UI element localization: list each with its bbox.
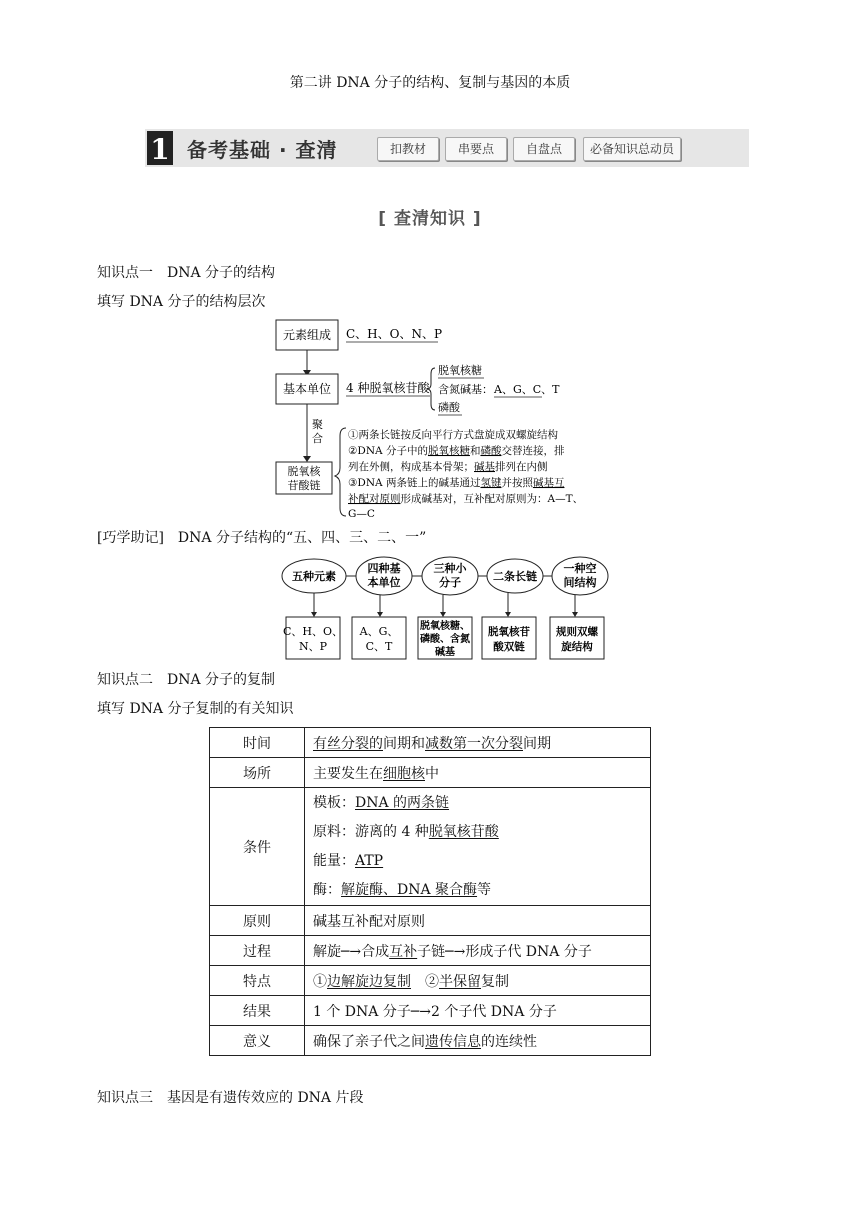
svg-text:合: 合 <box>312 432 323 445</box>
oval-five-elements <box>282 559 346 593</box>
svg-text:磷酸、含氮: 磷酸、含氮 <box>420 634 470 645</box>
svg-text:脱氧核苷: 脱氧核苷 <box>488 626 530 638</box>
svg-text:补配对原则形成碱基对，互补配对原则为：A—T、: 补配对原则形成碱基对，互补配对原则为：A—T、 <box>348 493 584 505</box>
svg-text:1: 1 <box>150 133 170 166</box>
svg-text:酸双链: 酸双链 <box>493 641 525 653</box>
replication-table <box>209 727 651 1056</box>
kp2-title: 知识点二 DNA 分子的复制 <box>97 672 276 688</box>
svg-text:一种空: 一种空 <box>563 562 597 575</box>
svg-text:脱氧核糖、: 脱氧核糖、 <box>420 621 470 632</box>
kp1-subtitle: 填写 DNA 分子的结构层次 <box>97 294 266 310</box>
box-elements <box>283 617 343 659</box>
table-row: 场所 主要发生在细胞核中 <box>210 758 651 788</box>
box-double-helix <box>550 617 604 659</box>
svg-text:②DNA 分子中的脱氧核糖和磷酸交替连接，排: ②DNA 分子中的脱氧核糖和磷酸交替连接，排 <box>348 445 565 457</box>
section-banner <box>145 129 749 167</box>
svg-text:二条长链: 二条长链 <box>493 570 537 583</box>
svg-text:③DNA 两条链上的碱基通过氢键并按照碱基互: ③DNA 两条链上的碱基通过氢键并按照碱基互 <box>348 477 565 489</box>
dna-structure-diagram <box>270 316 610 522</box>
svg-text:脱氧核: 脱氧核 <box>287 465 321 478</box>
mnemonic-label: [巧学助记] DNA 分子结构的“五、四、三、二、一” <box>97 530 427 546</box>
box-bases <box>352 617 406 659</box>
box-double-chain <box>482 617 536 659</box>
svg-text:含氮碱基：: 含氮碱基： <box>438 383 493 396</box>
box-small-molecules <box>418 617 472 659</box>
btn-kou-jiaocai[interactable]: 扣教材 <box>377 137 439 161</box>
svg-text:列在外侧，构成基本骨架；碱基排列在内侧: 列在外侧，构成基本骨架；碱基排列在内侧 <box>348 461 548 473</box>
svg-text:A、G、: A、G、 <box>359 625 399 638</box>
svg-text:脱氧核糖: 脱氧核糖 <box>438 364 482 377</box>
banner-title: 备考基础 · 查清 <box>187 138 338 162</box>
table-row: 条件 模板：DNA 的两条链 原料：游离的 4 种脱氧核苷酸 能量：ATP 酶：解旋酶、DNA 聚合酶等 <box>210 788 651 906</box>
table-row: 时间 有丝分裂的间期和减数第一次分裂间期 <box>210 728 651 758</box>
svg-text:旋结构: 旋结构 <box>561 641 593 653</box>
svg-text:苷酸链: 苷酸链 <box>287 479 321 492</box>
svg-text:四种基: 四种基 <box>367 562 401 575</box>
svg-text:碱基: 碱基 <box>435 647 455 658</box>
svg-text:G—C: G—C <box>348 508 375 520</box>
table-row: 原则 碱基互补配对原则 <box>210 906 651 936</box>
btn-bibei-zhishi[interactable]: 必备知识总动员 <box>583 137 681 161</box>
kp2-subtitle: 填写 DNA 分子复制的有关知识 <box>97 701 294 717</box>
oval-four-units <box>356 557 412 595</box>
section-number-badge <box>147 129 179 167</box>
svg-text:五种元素: 五种元素 <box>292 570 336 583</box>
svg-text:聚: 聚 <box>312 418 323 431</box>
mnemonic-diagram <box>280 556 616 664</box>
btn-zi-pandian[interactable]: 自盘点 <box>513 137 575 161</box>
kp3-title: 知识点三 基因是有遗传效应的 DNA 片段 <box>97 1090 364 1106</box>
table-row: 特点 ①边解旋边复制 ②半保留复制 <box>210 966 651 996</box>
oval-one-structure <box>552 557 608 595</box>
btn-chuan-yaodian[interactable]: 串要点 <box>445 137 507 161</box>
oval-two-chains <box>487 559 543 593</box>
svg-text:基本单位: 基本单位 <box>282 382 332 396</box>
svg-text:N、P: N、P <box>298 640 328 653</box>
svg-text:①两条长链按反向平行方式盘旋成双螺旋结构: ①两条长链按反向平行方式盘旋成双螺旋结构 <box>348 429 558 441</box>
table-row: 意义 确保了亲子代之间遗传信息的连续性 <box>210 1026 651 1056</box>
table-row: 结果 1 个 DNA 分子─→2 个子代 DNA 分子 <box>210 996 651 1026</box>
svg-text:本单位: 本单位 <box>367 576 401 589</box>
svg-text:C、T: C、T <box>365 640 393 653</box>
svg-text:间结构: 间结构 <box>563 576 597 589</box>
svg-text:三种小: 三种小 <box>433 562 467 575</box>
oval-three-molecules <box>422 557 478 595</box>
svg-text:磷酸: 磷酸 <box>438 401 460 414</box>
section-heading: [ 查清知识 ] <box>378 209 482 229</box>
table-row: 过程 解旋─→合成互补子链─→形成子代 DNA 分子 <box>210 936 651 966</box>
svg-text:4 种脱氧核苷酸: 4 种脱氧核苷酸 <box>346 381 430 395</box>
page-title: 第二讲 DNA 分子的结构、复制与基因的本质 <box>289 75 571 91</box>
svg-text:元素组成: 元素组成 <box>282 328 332 342</box>
svg-text:A、G、C、T: A、G、C、T <box>494 383 560 396</box>
svg-text:C、H、O、N、P: C、H、O、N、P <box>346 327 443 341</box>
svg-text:规则双螺: 规则双螺 <box>556 626 598 638</box>
kp1-title: 知识点一 DNA 分子的结构 <box>97 265 276 281</box>
svg-text:分子: 分子 <box>439 576 461 589</box>
svg-text:C、H、O、: C、H、O、 <box>282 625 344 638</box>
